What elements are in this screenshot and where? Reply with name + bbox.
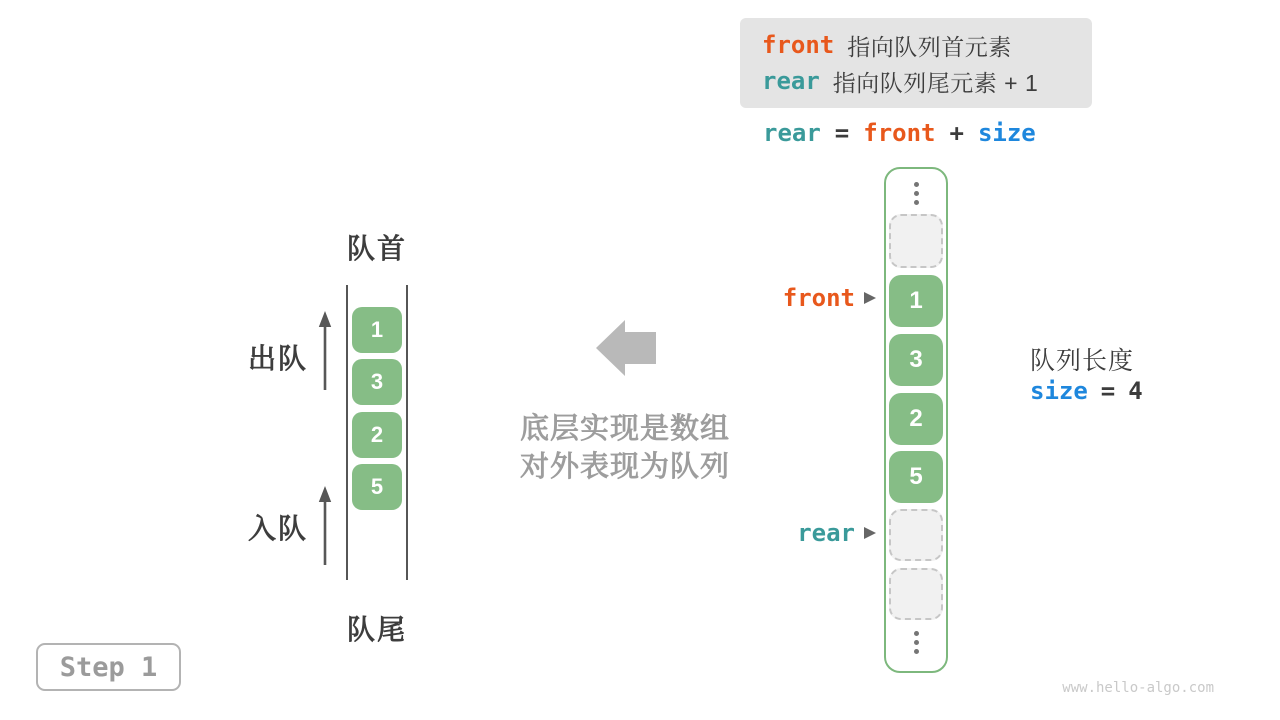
array-cell: 2 [889, 393, 943, 445]
front-pointer-label: front [782, 284, 855, 312]
queue-head-label: 队首 [346, 233, 407, 264]
queue-wall-left [346, 285, 348, 580]
enqueue-up-arrow-icon [314, 485, 336, 567]
array-cell: 5 [889, 451, 943, 503]
queue-cell: 3 [352, 359, 402, 405]
front-description: 指向队列首元素 [847, 33, 1012, 60]
caption-text [495, 410, 755, 486]
rear-var-label: rear [762, 67, 820, 95]
front-var-label: front [762, 31, 835, 59]
rear-pointer [744, 519, 876, 547]
vertical-ellipsis-bottom-icon [886, 631, 946, 654]
dequeue-up-arrow-icon [314, 310, 336, 392]
queue-length-title: 队列长度 [1030, 347, 1135, 375]
legend-box [740, 18, 1092, 108]
equation-equals: = [834, 119, 850, 147]
size-var: size [1030, 377, 1088, 405]
arrow-right-icon [864, 292, 876, 304]
size-value: 4 [1128, 377, 1143, 405]
watermark: www.hello-algo.com [1062, 680, 1214, 696]
equation-rear: rear [763, 119, 821, 147]
equation-size: size [977, 119, 1036, 147]
queue-wall-right [406, 285, 408, 580]
equation [763, 119, 1036, 147]
queue-tail-label: 队尾 [346, 614, 407, 645]
step-badge: Step 1 [36, 643, 181, 691]
queue-cell: 5 [352, 464, 402, 510]
array-cell: 3 [889, 334, 943, 386]
arrow-right-icon [864, 527, 876, 539]
legend-row-front [762, 27, 1070, 63]
rear-pointer-label: rear [797, 519, 855, 547]
front-pointer [744, 284, 876, 312]
array-cell-empty [889, 509, 943, 561]
size-equals: = [1100, 377, 1116, 405]
arrow-left-icon [596, 317, 656, 379]
enqueue-label: 入队 [247, 513, 308, 544]
queue-cell: 2 [352, 412, 402, 458]
vertical-ellipsis-top-icon [886, 182, 946, 205]
array-cell-empty [889, 568, 943, 620]
dequeue-label: 出队 [247, 343, 308, 374]
size-equation [1030, 377, 1143, 405]
array-cell-empty [889, 214, 943, 268]
equation-plus: + [949, 119, 964, 147]
legend-row-rear [762, 63, 1070, 99]
array-container [884, 167, 948, 673]
caption-line-1: 底层实现是数组 [519, 413, 730, 445]
equation-front: front [863, 119, 936, 147]
caption-line-2: 对外表现为队列 [519, 451, 730, 483]
rear-description: 指向队列尾元素 + 1 [832, 69, 1039, 96]
array-cell: 1 [889, 275, 943, 327]
queue-cell: 1 [352, 307, 402, 353]
